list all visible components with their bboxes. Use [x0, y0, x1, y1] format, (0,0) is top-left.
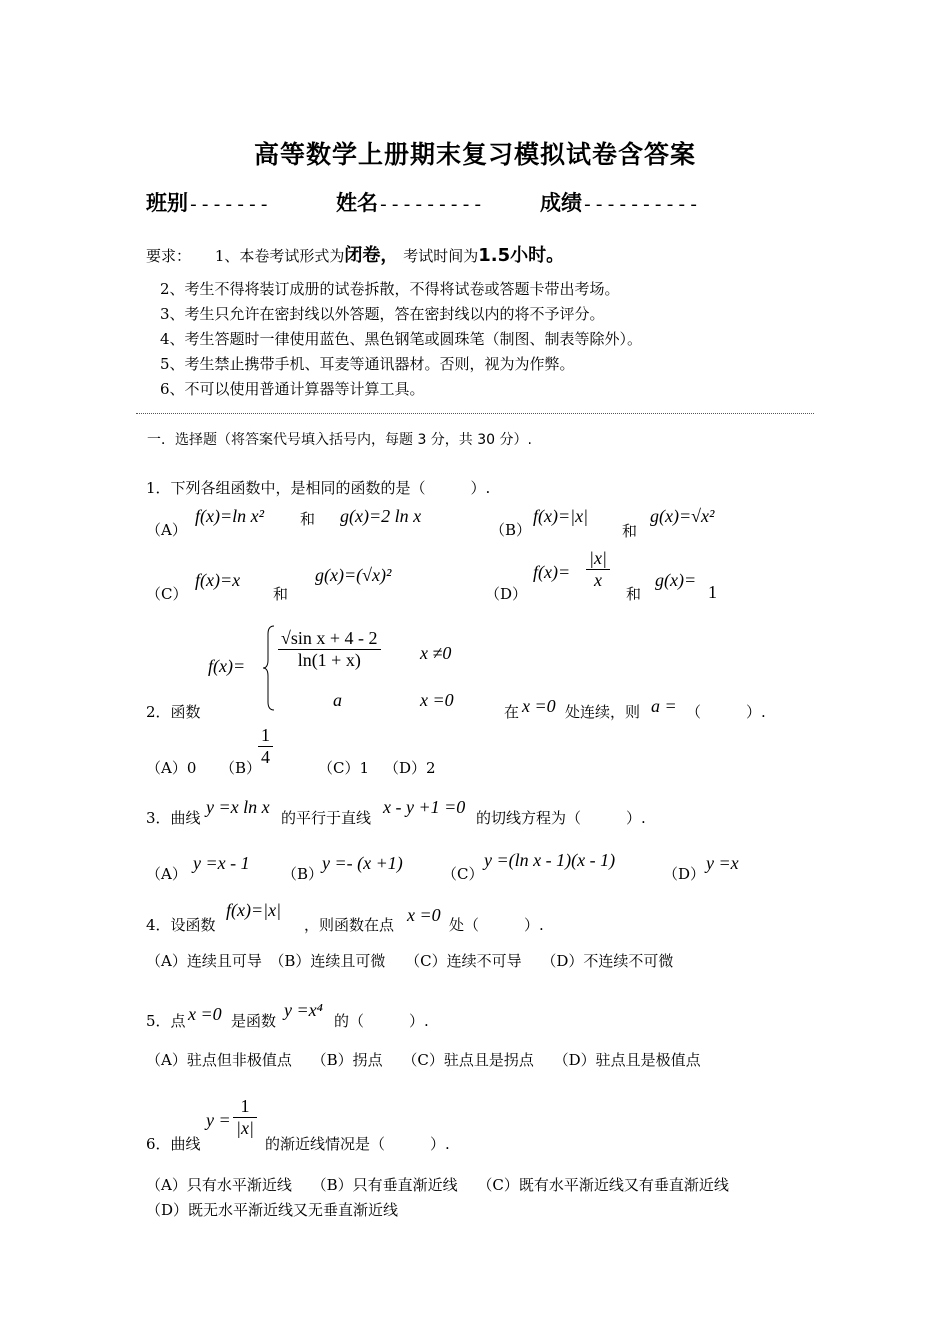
- q4-stem-start: 4．设函数: [146, 916, 216, 934]
- name-label: 姓名: [336, 191, 378, 215]
- q1-option-d-one: 1: [708, 582, 717, 602]
- q6-numerator: 1: [233, 1096, 257, 1118]
- q1-d-denominator: x: [593, 570, 602, 590]
- q6-y-math: y =: [206, 1110, 231, 1130]
- q1-option-d-fraction: [586, 548, 610, 591]
- name-field: [336, 187, 484, 217]
- q2-b-numerator: 1: [258, 725, 273, 747]
- q2-top-numerator: √sin x + 4 - 2: [278, 628, 381, 650]
- requirement-4: 4、考生答题时一律使用蓝色、黑色钢笔或圆珠笔（制图、制表等除外）。: [160, 330, 643, 348]
- q1-option-a-math: f(x)=ln x²: [195, 506, 265, 526]
- q3-line-math: x - y +1 =0: [383, 797, 466, 817]
- q4-point-math: x =0: [407, 905, 441, 925]
- q1-option-b-and: 和: [622, 522, 638, 540]
- requirement-3: 3、考生只允许在密封线以外答题，答在密封线以内的将不予评分。: [160, 305, 605, 323]
- q3-option-d-label: （D）: [663, 865, 706, 883]
- q2-fx: f(x)=: [208, 656, 246, 676]
- class-blank: -------: [188, 196, 271, 216]
- q3-option-c-label: （C）: [442, 865, 484, 883]
- q1-option-c-label: （C）: [146, 585, 188, 603]
- q2-tail-text: 处连续，则: [565, 703, 641, 721]
- q6-denominator: |x|: [236, 1118, 254, 1138]
- q2-top-fraction: [278, 628, 381, 671]
- q3-option-a-math: y =x - 1: [193, 853, 250, 873]
- q2-tail-a: a =: [651, 696, 677, 716]
- q2-tail-math: x =0: [522, 696, 556, 716]
- q2-option-b-fraction: [258, 725, 273, 768]
- q2-tail-at: 在: [504, 703, 520, 721]
- q2-option-c: （C）1: [318, 759, 370, 777]
- requirement-2: 2、考生不得将装订成册的试卷拆散，不得将试卷或答题卡带出考场。: [160, 280, 620, 298]
- score-label: 成绩: [540, 191, 582, 215]
- q6-stem-end: 的渐近线情况是（ ）.: [265, 1135, 450, 1153]
- q1-d-numerator: |x|: [586, 548, 610, 570]
- q2-b-denominator: 4: [261, 747, 270, 767]
- q2-option-a: （A）0: [146, 759, 197, 777]
- q3-stem-mid: 的平行于直线: [281, 809, 372, 827]
- q1-option-d-math2: g(x)=: [655, 570, 697, 590]
- q1-option-a-and: 和: [300, 510, 316, 528]
- q3-option-b-label: （B）: [282, 865, 324, 883]
- req-1-prefix: 1、本卷考试形式为: [214, 247, 345, 265]
- q5-stem-end: 的（ ）.: [334, 1012, 429, 1030]
- class-field: [146, 187, 271, 217]
- q3-option-b-math: y =- (x +1): [322, 853, 403, 873]
- q5-function-math: y =x⁴: [284, 1000, 323, 1020]
- q6-fraction: [233, 1096, 257, 1139]
- requirement-5: 5、考生禁止携带手机、耳麦等通讯器材。否则，视为为作弊。: [160, 355, 575, 373]
- q5-options: （A）驻点但非极值点 （B）拐点 （C）驻点且是拐点 （D）驻点且是极值点: [146, 1051, 701, 1069]
- q3-option-d-math: y =x: [706, 853, 739, 873]
- q4-options: （A）连续且可导 （B）连续且可微 （C）连续不可导 （D）不连续不可微: [146, 952, 674, 970]
- q1-option-b-math2: g(x)=√x²: [650, 506, 715, 526]
- name-blank: ---------: [378, 196, 485, 216]
- q5-stem-mid: 是函数: [231, 1012, 277, 1030]
- dotted-divider: [136, 413, 814, 414]
- q6-stem-start: 6．曲线: [146, 1135, 201, 1153]
- q2-option-b-label: （B）: [220, 759, 262, 777]
- q3-option-c-math: y =(ln x - 1)(x - 1): [484, 850, 616, 870]
- q4-stem-mid: ，则函数在点: [304, 916, 395, 934]
- q2-tail-bracket: （ ）.: [686, 703, 766, 721]
- requirement-1: [146, 241, 564, 267]
- q5-point-math: x =0: [188, 1004, 222, 1024]
- q4-function-math: f(x)=|x|: [226, 900, 282, 920]
- class-label: 班别: [146, 191, 188, 215]
- q3-curve-math: y =x ln x: [206, 797, 270, 817]
- q6-options-line1: （A）只有水平渐近线 （B）只有垂直渐近线 （C）既有水平渐近线又有垂直渐近线: [146, 1176, 729, 1194]
- q3-stem-start: 3．曲线: [146, 809, 201, 827]
- q1-option-d-math: f(x)=: [533, 562, 571, 582]
- req-1-bold2: 1.5小时。: [478, 245, 565, 266]
- section-heading: 一．选择题（将答案代号填入括号内，每题 3 分，共 30 分）.: [147, 432, 532, 448]
- q1-option-c-and: 和: [273, 585, 289, 603]
- req-1-mid: 考试时间为: [403, 247, 479, 265]
- q2-top-condition: x ≠0: [420, 643, 452, 663]
- q1-option-b-math: f(x)=|x|: [533, 506, 589, 526]
- q1-option-c-math2: g(x)=(√x)²: [315, 565, 392, 585]
- q2-brace: [262, 624, 276, 712]
- q1-stem: 1．下列各组函数中，是相同的函数的是（ ）.: [146, 479, 491, 497]
- req-1-bold1: 闭卷，: [344, 245, 399, 266]
- score-blank: ----------: [582, 196, 701, 216]
- q1-option-a-math2: g(x)=2 ln x: [340, 506, 422, 526]
- req-lead: 要求：: [146, 247, 192, 265]
- q1-option-a-label: （A）: [146, 521, 187, 539]
- requirement-6: 6、不可以使用普通计算器等计算工具。: [160, 380, 425, 398]
- q5-stem-start: 5．点: [146, 1012, 186, 1030]
- q1-option-d-and: 和: [626, 585, 642, 603]
- q2-top-denominator: ln(1 + x): [297, 650, 361, 670]
- q3-option-a-label: （A）: [146, 865, 187, 883]
- q1-option-d-label: （D）: [485, 585, 528, 603]
- page-title: 高等数学上册期末复习模拟试卷含答案: [253, 140, 696, 169]
- q6-options-line2: （D）既无水平渐近线又无垂直渐近线: [146, 1201, 399, 1219]
- q4-stem-end: 处（ ）.: [449, 916, 544, 934]
- q1-option-b-label: （B）: [490, 521, 532, 539]
- q2-option-d: （D）2: [384, 759, 436, 777]
- score-field: [540, 187, 700, 217]
- q2-stem-start: 2．函数: [146, 703, 201, 721]
- q2-bottom-value: a: [333, 690, 342, 710]
- q2-bottom-condition: x =0: [420, 690, 454, 710]
- q1-option-c-math: f(x)=x: [195, 570, 241, 590]
- q3-stem-end: 的切线方程为（ ）.: [476, 809, 646, 827]
